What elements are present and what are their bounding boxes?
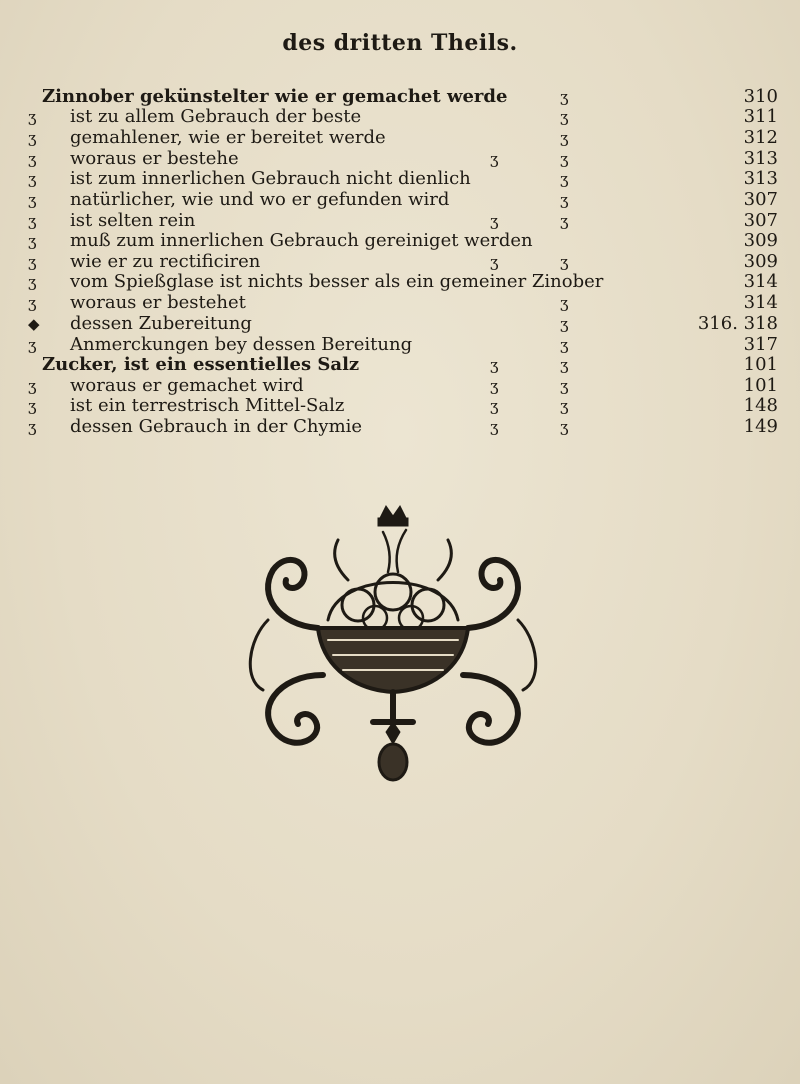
index-entry: [0, 375, 800, 397]
page-reference: 149: [743, 416, 778, 437]
page-reference: 309: [743, 251, 778, 272]
index-entry: [0, 148, 800, 170]
page-reference: 307: [743, 189, 778, 210]
ditto-mark: ʒ: [490, 397, 499, 415]
ditto-mark: ʒ: [28, 377, 37, 395]
page-reference: 307: [743, 210, 778, 231]
ditto-mark: ʒ: [560, 294, 569, 312]
ditto-mark: ʒ: [28, 418, 37, 436]
ditto-mark: ʒ: [560, 315, 569, 333]
index-entry: [0, 86, 800, 108]
index-subentry: natürlicher, wie und wo er gefunden wird: [70, 189, 450, 210]
ditto-mark: ʒ: [560, 150, 569, 168]
ditto-mark: ʒ: [28, 232, 37, 250]
index-subentry: gemahlener, wie er bereitet werde: [70, 127, 386, 148]
ditto-mark: ◆: [28, 315, 40, 333]
ditto-mark: ʒ: [560, 170, 569, 188]
page-reference: 317: [743, 334, 778, 355]
index-subentry: ist zu allem Gebrauch der beste: [70, 106, 362, 127]
index-subentry: vom Spießglase ist nichts besser als ein gemeiner Zinober: [70, 271, 604, 292]
index-entry: [0, 168, 800, 190]
ditto-mark: ʒ: [28, 294, 37, 312]
index-subentry: wie er zu rectificiren: [70, 251, 261, 272]
index-entry: [0, 106, 800, 128]
ditto-mark: ʒ: [28, 397, 37, 415]
ditto-mark: ʒ: [560, 418, 569, 436]
index-entry: [0, 354, 800, 376]
ditto-mark: ʒ: [560, 88, 569, 106]
ditto-mark: ʒ: [560, 129, 569, 147]
ditto-mark: ʒ: [560, 377, 569, 395]
ditto-mark: ʒ: [560, 212, 569, 230]
index-subentry: ist zum innerlichen Gebrauch nicht dienlich: [70, 168, 471, 189]
page-reference: 148: [743, 395, 778, 416]
index-subentry: woraus er bestehet: [70, 292, 246, 313]
ditto-mark: ʒ: [560, 336, 569, 354]
index-subentry: muß zum innerlichen Gebrauch gereiniget werden: [70, 230, 533, 251]
page-reference: 101: [743, 375, 778, 396]
index-subentry: Anmerckungen bey dessen Bereitung: [70, 334, 413, 355]
index-subentry: woraus er gemachet wird: [70, 375, 304, 396]
ditto-mark: ʒ: [28, 170, 37, 188]
page-reference: 314: [743, 271, 778, 292]
index-entry: [0, 251, 800, 273]
page-reference: 312: [743, 127, 778, 148]
page-reference: 314: [743, 292, 778, 313]
ditto-mark: ʒ: [490, 212, 499, 230]
ditto-mark: ʒ: [560, 253, 569, 271]
page-reference: 313: [743, 148, 778, 169]
ditto-mark: ʒ: [490, 253, 499, 271]
index-entry: [0, 313, 800, 335]
ditto-mark: ʒ: [28, 336, 37, 354]
index-subentry: dessen Zubereitung: [70, 313, 252, 334]
index-entry: [0, 395, 800, 417]
page-reference: 309: [743, 230, 778, 251]
ditto-mark: ʒ: [490, 150, 499, 168]
index-subentry: ist selten rein: [70, 210, 196, 231]
index-entry: [0, 334, 800, 356]
index-subentry: ist ein terrestrisch Mittel-Salz: [70, 395, 345, 416]
index-subentry: woraus er bestehe: [70, 148, 239, 169]
ditto-mark: ʒ: [28, 129, 37, 147]
ditto-mark: ʒ: [490, 418, 499, 436]
ditto-mark: ʒ: [560, 356, 569, 374]
ditto-mark: ʒ: [28, 253, 37, 271]
index-headword: Zinnober gekünstelter wie er gemachet werde: [42, 86, 508, 107]
ditto-mark: ʒ: [490, 377, 499, 395]
index-entry: [0, 292, 800, 314]
ditto-mark: ʒ: [490, 356, 499, 374]
ditto-mark: ʒ: [28, 212, 37, 230]
index-entry: [0, 210, 800, 232]
index-entry: [0, 230, 800, 252]
index-entry: [0, 271, 800, 293]
page-reference: 316. 318: [697, 313, 778, 334]
ditto-mark: ʒ: [28, 150, 37, 168]
page-reference: 310: [743, 86, 778, 107]
index-entry: [0, 189, 800, 211]
page-reference: 101: [743, 354, 778, 375]
ditto-mark: ʒ: [28, 191, 37, 209]
ditto-mark: ʒ: [28, 273, 37, 291]
index-entry: [0, 127, 800, 149]
ditto-mark: ʒ: [560, 108, 569, 126]
index-entry: [0, 416, 800, 438]
page-reference: 313: [743, 168, 778, 189]
index-headword: Zucker, ist ein essentielles Salz: [42, 354, 360, 375]
ditto-mark: ʒ: [560, 397, 569, 415]
fruit-basket-vignette-icon: [238, 500, 548, 790]
ditto-mark: ʒ: [28, 108, 37, 126]
ditto-mark: ʒ: [560, 191, 569, 209]
running-head: des dritten Theils.: [282, 30, 518, 56]
index-subentry: dessen Gebrauch in der Chymie: [70, 416, 363, 437]
page-reference: 311: [743, 106, 778, 127]
